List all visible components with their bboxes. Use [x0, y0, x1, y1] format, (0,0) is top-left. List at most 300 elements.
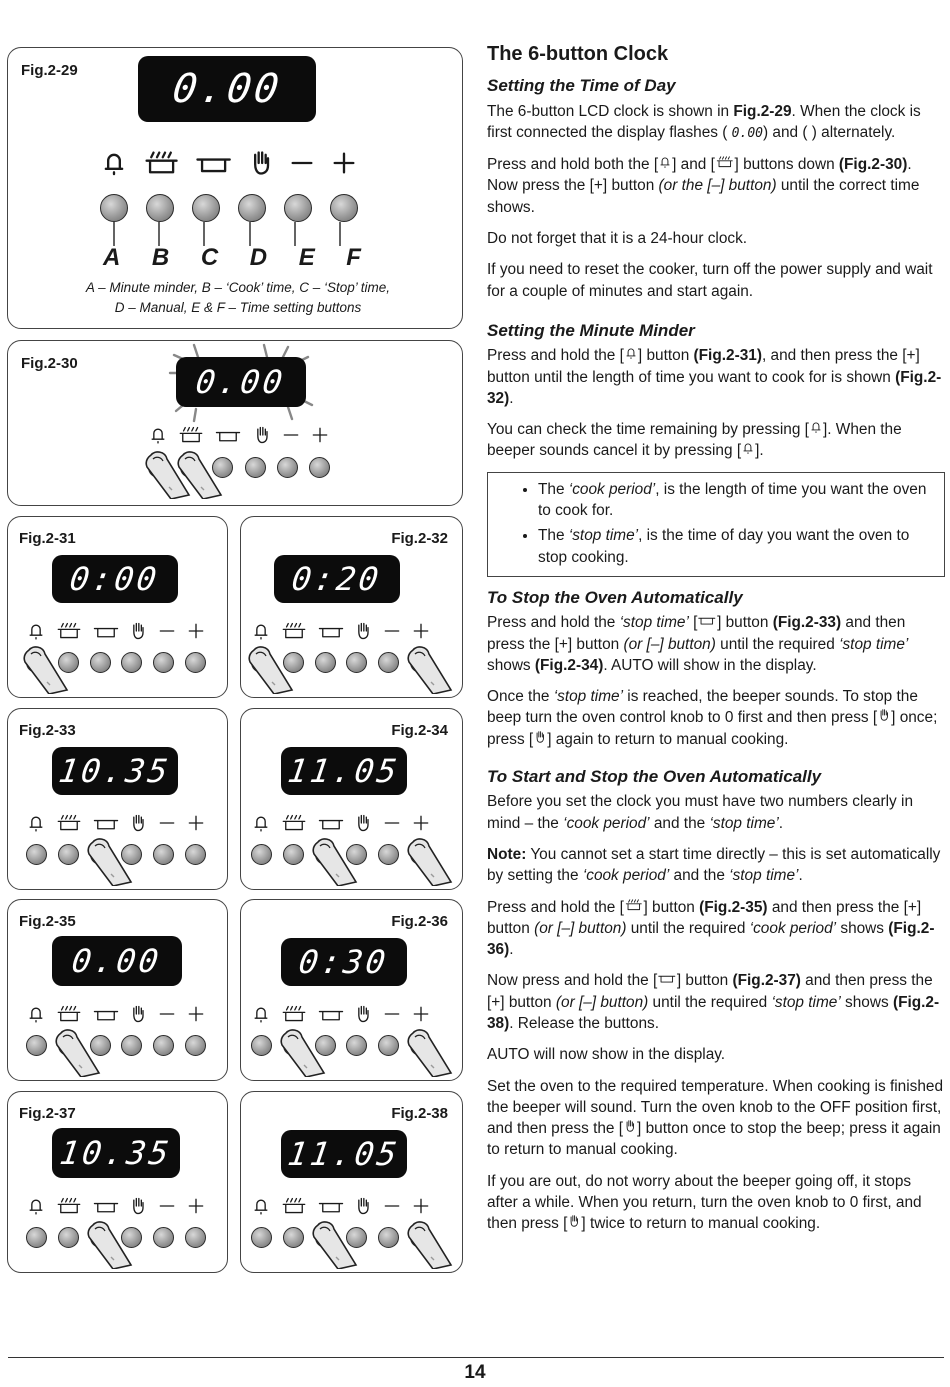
manual-hand-icon: [877, 708, 891, 722]
lcd-display: [138, 56, 316, 122]
text-run: until the required: [648, 993, 772, 1011]
bell-icon: [26, 1196, 46, 1216]
instructions-column: [487, 44, 945, 1245]
text-run: ] and [: [672, 156, 715, 174]
button-row: [251, 652, 431, 673]
icon-row: [251, 619, 431, 643]
minus-button[interactable]: [378, 652, 399, 673]
stop-time-icon: [317, 1004, 345, 1024]
minus-icon: [281, 425, 301, 445]
minus-icon: [382, 813, 402, 833]
stop-time-button[interactable]: [315, 844, 336, 865]
icon-row: [100, 148, 358, 178]
paragraph: [487, 101, 945, 145]
plus-button[interactable]: [185, 1035, 206, 1056]
plus-icon: [411, 1004, 431, 1024]
lcd-display: [176, 357, 306, 407]
stop-time-icon: [317, 621, 345, 641]
minute-minder-button[interactable]: [251, 844, 272, 865]
text-run: . Release the buttons.: [509, 1014, 659, 1032]
icon-row: [251, 1194, 431, 1218]
manual-button[interactable]: [121, 1035, 142, 1056]
text-run: Before you set the clock you must have two numbers clearly in mind – the: [487, 793, 914, 832]
plus-icon: [310, 425, 330, 445]
figure-ref: (Fig.2-30): [838, 156, 908, 174]
lcd-digits: 0:20: [289, 560, 385, 598]
minus-button[interactable]: [378, 844, 399, 865]
lcd-display: [281, 1130, 407, 1178]
text-run: [: [688, 614, 698, 632]
figure-ref: (Fig.2-32): [487, 368, 942, 407]
stop-time-icon: [317, 813, 345, 833]
cook-time-icon: [280, 813, 308, 833]
text-run: ]. When the beeper sounds cancel it by pressing [: [487, 421, 902, 460]
figure-2-30: [7, 340, 463, 506]
stop-time-icon: [697, 613, 717, 627]
cook-time-icon: [715, 155, 735, 169]
minus-button[interactable]: [277, 457, 298, 478]
term: ‘stop time’: [619, 614, 689, 632]
button-row: [251, 1227, 431, 1248]
manual-button[interactable]: [121, 652, 142, 673]
button-letters: [103, 244, 361, 272]
definition-item: [538, 525, 936, 568]
paragraph: [487, 686, 945, 750]
page-number: 14: [464, 1362, 486, 1383]
section-heading: To Start and Stop the Oven Automatically: [487, 767, 822, 787]
minus-button[interactable]: [153, 844, 174, 865]
lcd-digits: 0:30: [296, 943, 392, 981]
text-run: and the: [649, 814, 710, 832]
lcd-digits: 0.00: [169, 66, 285, 112]
bell-icon: [26, 813, 46, 833]
paragraph: [487, 419, 945, 462]
figure-ref: (Fig.2-36): [487, 919, 935, 959]
lcd-digits: 0:00: [67, 560, 163, 598]
paragraph: [487, 897, 945, 961]
minus-icon: [288, 149, 316, 177]
manual-hand-icon: [533, 730, 547, 744]
text-run: Press and hold the [: [487, 347, 624, 365]
bell-icon: [26, 621, 46, 641]
letter-e: E: [298, 244, 315, 271]
cook-time-button[interactable]: [58, 844, 79, 865]
manual-hand-icon: [128, 813, 148, 833]
stop-time-button[interactable]: [90, 652, 111, 673]
term: ‘cook period’: [749, 919, 837, 937]
minus-icon: [157, 1196, 177, 1216]
text-run: , is the length of time you want the oven to cook for.: [538, 480, 927, 520]
term: ‘stop time’: [553, 688, 624, 706]
cook-time-button[interactable]: [58, 1227, 79, 1248]
figure-2-38: [240, 1091, 463, 1273]
figure-2-34: [240, 708, 463, 890]
text-run: You can check the time remaining by pressing [: [487, 421, 809, 439]
manual-button[interactable]: [346, 844, 367, 865]
lcd-display: [281, 938, 407, 986]
bell-icon: [148, 425, 168, 445]
stop-time-icon: [214, 425, 242, 445]
bell-icon: [741, 441, 755, 455]
paragraph: If you need to reset the cooker, turn off the power supply and wait for a couple of minutes and start again.: [487, 261, 933, 300]
text-run: Press and hold the: [487, 614, 620, 632]
paragraph: Do not forget that it is a 24-hour clock.: [487, 230, 748, 248]
paragraph: [487, 612, 945, 676]
manual-hand-icon: [623, 1119, 637, 1133]
bell-icon: [100, 149, 128, 177]
minute-minder-button[interactable]: [251, 652, 272, 673]
text-run: The 6-button LCD clock is shown in: [487, 102, 734, 120]
stop-time-button[interactable]: [90, 844, 111, 865]
figure-2-32: [240, 516, 463, 698]
figure-label: Fig.2-37: [19, 1105, 76, 1122]
text-run: (or [–] button): [623, 635, 716, 653]
cook-time-button[interactable]: [58, 1035, 79, 1056]
manual-hand-icon: [353, 813, 373, 833]
plus-icon: [411, 813, 431, 833]
stop-time-icon: [657, 971, 677, 985]
button-row: [26, 1035, 206, 1056]
lcd-display: [281, 747, 407, 795]
minute-minder-button[interactable]: [26, 1035, 47, 1056]
bell-icon: [624, 346, 638, 360]
plus-icon: [411, 621, 431, 641]
caption-line-1: A – Minute minder, B – ‘Cook’ time, C – ‘Stop’ time,: [85, 280, 391, 295]
icon-row: [26, 1002, 206, 1026]
minute-minder-button[interactable]: [251, 1227, 272, 1248]
text-run: until the required: [626, 919, 750, 937]
text-run: ] button: [717, 614, 773, 632]
stop-time-button[interactable]: [315, 652, 336, 673]
lcd-display: [274, 555, 400, 603]
cook-time-button[interactable]: [58, 652, 79, 673]
definition-box: [487, 472, 945, 577]
text-run: If you are out, do not worry about the beeper going off, it stops after a while. When you return, turn the oven knob to 0 first, and then press [: [487, 1172, 922, 1233]
term: ‘stop time’: [568, 527, 639, 545]
figure-label: Fig.2-33: [19, 722, 76, 739]
cook-time-icon: [55, 1004, 83, 1024]
stop-time-icon: [92, 1196, 120, 1216]
letter-d: D: [249, 244, 268, 271]
icon-row: [26, 811, 206, 835]
cook-time-icon: [624, 898, 644, 912]
minus-icon: [382, 1004, 402, 1024]
cook-time-icon: [280, 1004, 308, 1024]
plus-button[interactable]: [410, 652, 431, 673]
plus-button[interactable]: [185, 1227, 206, 1248]
plus-button[interactable]: [185, 652, 206, 673]
cook-time-icon: [142, 149, 181, 177]
manual-hand-icon: [353, 1196, 373, 1216]
manual-hand-icon: [567, 1214, 581, 1228]
manual-hand-icon: [128, 1196, 148, 1216]
button-row: [26, 1227, 206, 1248]
text-run: Now press and hold the [: [487, 972, 658, 990]
term: ‘cook period’: [582, 867, 670, 885]
minus-button[interactable]: [153, 652, 174, 673]
bell-icon: [809, 420, 823, 434]
minus-button[interactable]: [153, 1035, 174, 1056]
minute-minder-button[interactable]: [26, 1227, 47, 1248]
figure-label: Fig.2-32: [391, 530, 448, 547]
bell-icon: [658, 155, 672, 169]
text-run: . Now press the [+] button: [487, 156, 912, 195]
paragraph: [487, 154, 945, 218]
text-run: and then press the [+] button: [487, 898, 922, 937]
text-run: , and then press the [+] button until the length of time you want to cook for is shown: [487, 347, 920, 386]
text-run: (or [–] button): [534, 919, 627, 937]
lcd-display: [52, 747, 178, 795]
manual-button[interactable]: [346, 1227, 367, 1248]
plus-button[interactable]: [185, 844, 206, 865]
figure-ref: (Fig.2-38): [487, 993, 940, 1032]
text-run: until the correct time shows.: [487, 177, 920, 216]
plus-icon: [186, 621, 206, 641]
term: ‘stop time’: [729, 867, 799, 885]
lcd-digits: 10.35: [57, 1134, 175, 1172]
figure-2-31: [7, 516, 228, 698]
button-row: [251, 1035, 431, 1056]
manual-button[interactable]: [346, 1035, 367, 1056]
manual-button[interactable]: [346, 652, 367, 673]
term: ‘stop time’: [771, 993, 841, 1011]
figure-label: Fig.2-34: [391, 722, 448, 739]
section-heading: Setting the Minute Minder: [487, 320, 695, 340]
text-run: ].: [755, 442, 764, 460]
figure-ref: (Fig.2-35): [699, 898, 768, 916]
text-run: (or [–] button): [555, 993, 649, 1011]
figure-2-33: [7, 708, 228, 890]
cook-time-button[interactable]: [283, 652, 304, 673]
text-run: and then press the [+] button: [487, 614, 906, 653]
cook-time-button[interactable]: [283, 1227, 304, 1248]
text-run: shows: [840, 993, 893, 1011]
minus-icon: [382, 1196, 402, 1216]
manual-hand-icon: [247, 149, 275, 177]
minute-minder-button[interactable]: [26, 652, 47, 673]
plus-icon: [411, 1196, 431, 1216]
text-run: Press and hold both the [: [487, 156, 659, 174]
figure-2-37: [7, 1091, 228, 1273]
lcd-display: [52, 936, 182, 986]
text-run: (or the [–] button): [658, 177, 777, 195]
caption-line-2: D – Manual, E & F – Time setting buttons: [114, 300, 362, 315]
text-run: Press and hold the [: [487, 898, 624, 916]
lcd-digits: 0.00: [193, 363, 289, 401]
text-run: , is the time of day you want the oven to stop cooking.: [538, 527, 910, 566]
text-run: .: [798, 867, 803, 885]
cook-time-button[interactable]: [283, 844, 304, 865]
figure-label: Fig.2-35: [19, 913, 76, 930]
plus-button[interactable]: [410, 1227, 431, 1248]
bell-icon: [26, 1004, 46, 1024]
paragraph: [487, 1076, 945, 1161]
figure-ref: (Fig.2-34): [534, 656, 604, 674]
bell-icon: [251, 813, 271, 833]
text-run: and the: [669, 867, 730, 885]
figure-ref: (Fig.2-31): [693, 347, 762, 365]
plus-button[interactable]: [410, 1035, 431, 1056]
button-row: [148, 457, 330, 478]
display-value: 0.00: [731, 125, 763, 141]
text-run: The: [538, 527, 569, 545]
figure-caption: [38, 278, 438, 318]
letter-b: B: [151, 244, 170, 271]
stop-time-icon: [92, 621, 120, 641]
letter-a: A: [103, 244, 121, 271]
letter-c: C: [200, 244, 219, 271]
stop-time-icon: [317, 1196, 345, 1216]
manual-hand-icon: [128, 621, 148, 641]
paragraph: AUTO will now show in the display.: [487, 1046, 726, 1064]
cook-time-icon: [55, 813, 83, 833]
plus-icon: [330, 149, 358, 177]
figure-2-29: [7, 47, 463, 329]
term: ‘stop time’: [839, 635, 909, 653]
text-run: You cannot set a start time directly – this is set automatically by setting the: [487, 845, 941, 885]
stop-time-icon: [92, 813, 120, 833]
lcd-digits: 0.00: [69, 942, 165, 980]
minus-button[interactable]: [378, 1227, 399, 1248]
text-run: ] again to return to manual cooking.: [547, 730, 789, 748]
cook-time-icon: [280, 621, 308, 641]
bell-icon: [251, 621, 271, 641]
paragraph: [487, 970, 945, 1034]
stop-time-icon: [194, 149, 233, 177]
button-row: [26, 844, 206, 865]
paragraph: [487, 345, 945, 409]
icon-row: [26, 619, 206, 643]
cook-time-icon: [280, 1196, 308, 1216]
manual-button[interactable]: [245, 457, 266, 478]
text-run: is reached, the beeper sounds. To stop the beep turn the oven control knob to 0 first and then press [: [487, 688, 918, 727]
stop-time-button[interactable]: [315, 1035, 336, 1056]
icon-row: [148, 423, 330, 447]
stop-time-icon: [92, 1004, 120, 1024]
text-run: ] button: [676, 972, 733, 990]
icon-row: [26, 1194, 206, 1218]
cook-time-icon: [55, 621, 83, 641]
text-run: until the required: [715, 635, 840, 653]
text-run: . AUTO will show in the display.: [603, 656, 817, 674]
lcd-digits: 10.35: [56, 752, 174, 790]
section-heading: Setting the Time of Day: [487, 76, 676, 96]
plus-button[interactable]: [410, 844, 431, 865]
button-row: [251, 844, 431, 865]
minute-minder-button[interactable]: [251, 1035, 272, 1056]
lcd-digits: 11.05: [285, 1135, 403, 1173]
paragraph: [487, 791, 945, 834]
figure-label: Fig.2-29: [21, 62, 78, 79]
figure-ref: (Fig.2-37): [732, 972, 801, 990]
text-run: ] button: [637, 347, 694, 365]
minus-icon: [157, 621, 177, 641]
figure-label: Fig.2-38: [391, 1105, 448, 1122]
lcd-display: [52, 555, 178, 603]
figure-2-36: [240, 899, 463, 1081]
text-run: ] twice to return to manual cooking.: [581, 1215, 821, 1233]
text-run: and then press the [+] button: [487, 972, 933, 1011]
plus-icon: [186, 813, 206, 833]
cook-time-icon: [55, 1196, 83, 1216]
text-run: .: [778, 814, 784, 832]
letter-f: F: [346, 244, 361, 271]
term: ‘stop time’: [709, 814, 779, 832]
text-run: Set the oven to the required temperature. When cooking is finished the beeper will sound. Turn the oven knob to the OFF position first, and then press the [: [487, 1077, 944, 1138]
figure-label: Fig.2-31: [19, 530, 76, 547]
text-run: ] buttons down: [734, 156, 839, 174]
footer-divider: [8, 1357, 944, 1358]
figure-ref: (Fig.2-33): [772, 614, 842, 632]
figure-label: Fig.2-30: [21, 355, 78, 372]
minus-icon: [157, 813, 177, 833]
minus-icon: [157, 1004, 177, 1024]
figure-ref: Fig.2-29: [733, 102, 792, 120]
stop-time-button[interactable]: [90, 1035, 111, 1056]
manual-hand-icon: [252, 425, 272, 445]
note-label: Note:: [487, 845, 527, 863]
text-run: The: [538, 480, 569, 498]
manual-hand-icon: [128, 1004, 148, 1024]
lcd-display: [52, 1128, 180, 1178]
figure-2-35: [7, 899, 228, 1081]
text-run: ] once; press [: [487, 709, 938, 748]
term: ‘cook period’: [563, 814, 650, 832]
manual-hand-icon: [353, 621, 373, 641]
plus-icon: [186, 1004, 206, 1024]
minus-button[interactable]: [153, 1227, 174, 1248]
section-heading: To Stop the Oven Automatically: [487, 587, 743, 607]
stop-time-button[interactable]: [212, 457, 233, 478]
manual-button[interactable]: [121, 844, 142, 865]
text-run: ] button once to stop the beep; press it again to return to manual cooking.: [487, 1120, 941, 1159]
text-run: .: [509, 941, 514, 959]
paragraph: [487, 1171, 945, 1235]
stop-time-button[interactable]: [90, 1227, 111, 1248]
bell-icon: [251, 1004, 271, 1024]
lcd-digits: 11.05: [285, 752, 403, 790]
bell-icon: [251, 1196, 271, 1216]
manual-button[interactable]: [121, 1227, 142, 1248]
icon-row: [251, 811, 431, 835]
cook-time-button[interactable]: [283, 1035, 304, 1056]
plus-icon: [186, 1196, 206, 1216]
minus-icon: [382, 621, 402, 641]
text-run: ) and ( ) alternately.: [762, 123, 896, 141]
text-run: ] button: [643, 898, 700, 916]
cook-time-button[interactable]: [180, 457, 201, 478]
stop-time-button[interactable]: [315, 1227, 336, 1248]
text-run: shows: [836, 919, 889, 937]
plus-button[interactable]: [309, 457, 330, 478]
figure-label: Fig.2-36: [391, 913, 448, 930]
minute-minder-button[interactable]: [26, 844, 47, 865]
term: ‘cook period’: [568, 480, 656, 498]
page-title: The 6-button Clock: [487, 43, 669, 65]
text-run: Once the: [487, 688, 554, 706]
cook-time-icon: [177, 425, 205, 445]
text-run: .: [509, 389, 514, 407]
minus-button[interactable]: [378, 1035, 399, 1056]
text-run: . When the clock is first connected the display flashes (: [487, 102, 921, 141]
manual-hand-icon: [353, 1004, 373, 1024]
text-run: shows: [487, 656, 535, 674]
button-row: [26, 652, 206, 673]
definition-item: [538, 479, 936, 522]
paragraph: [487, 844, 945, 887]
icon-row: [251, 1002, 431, 1026]
minute-minder-button[interactable]: [148, 457, 169, 478]
